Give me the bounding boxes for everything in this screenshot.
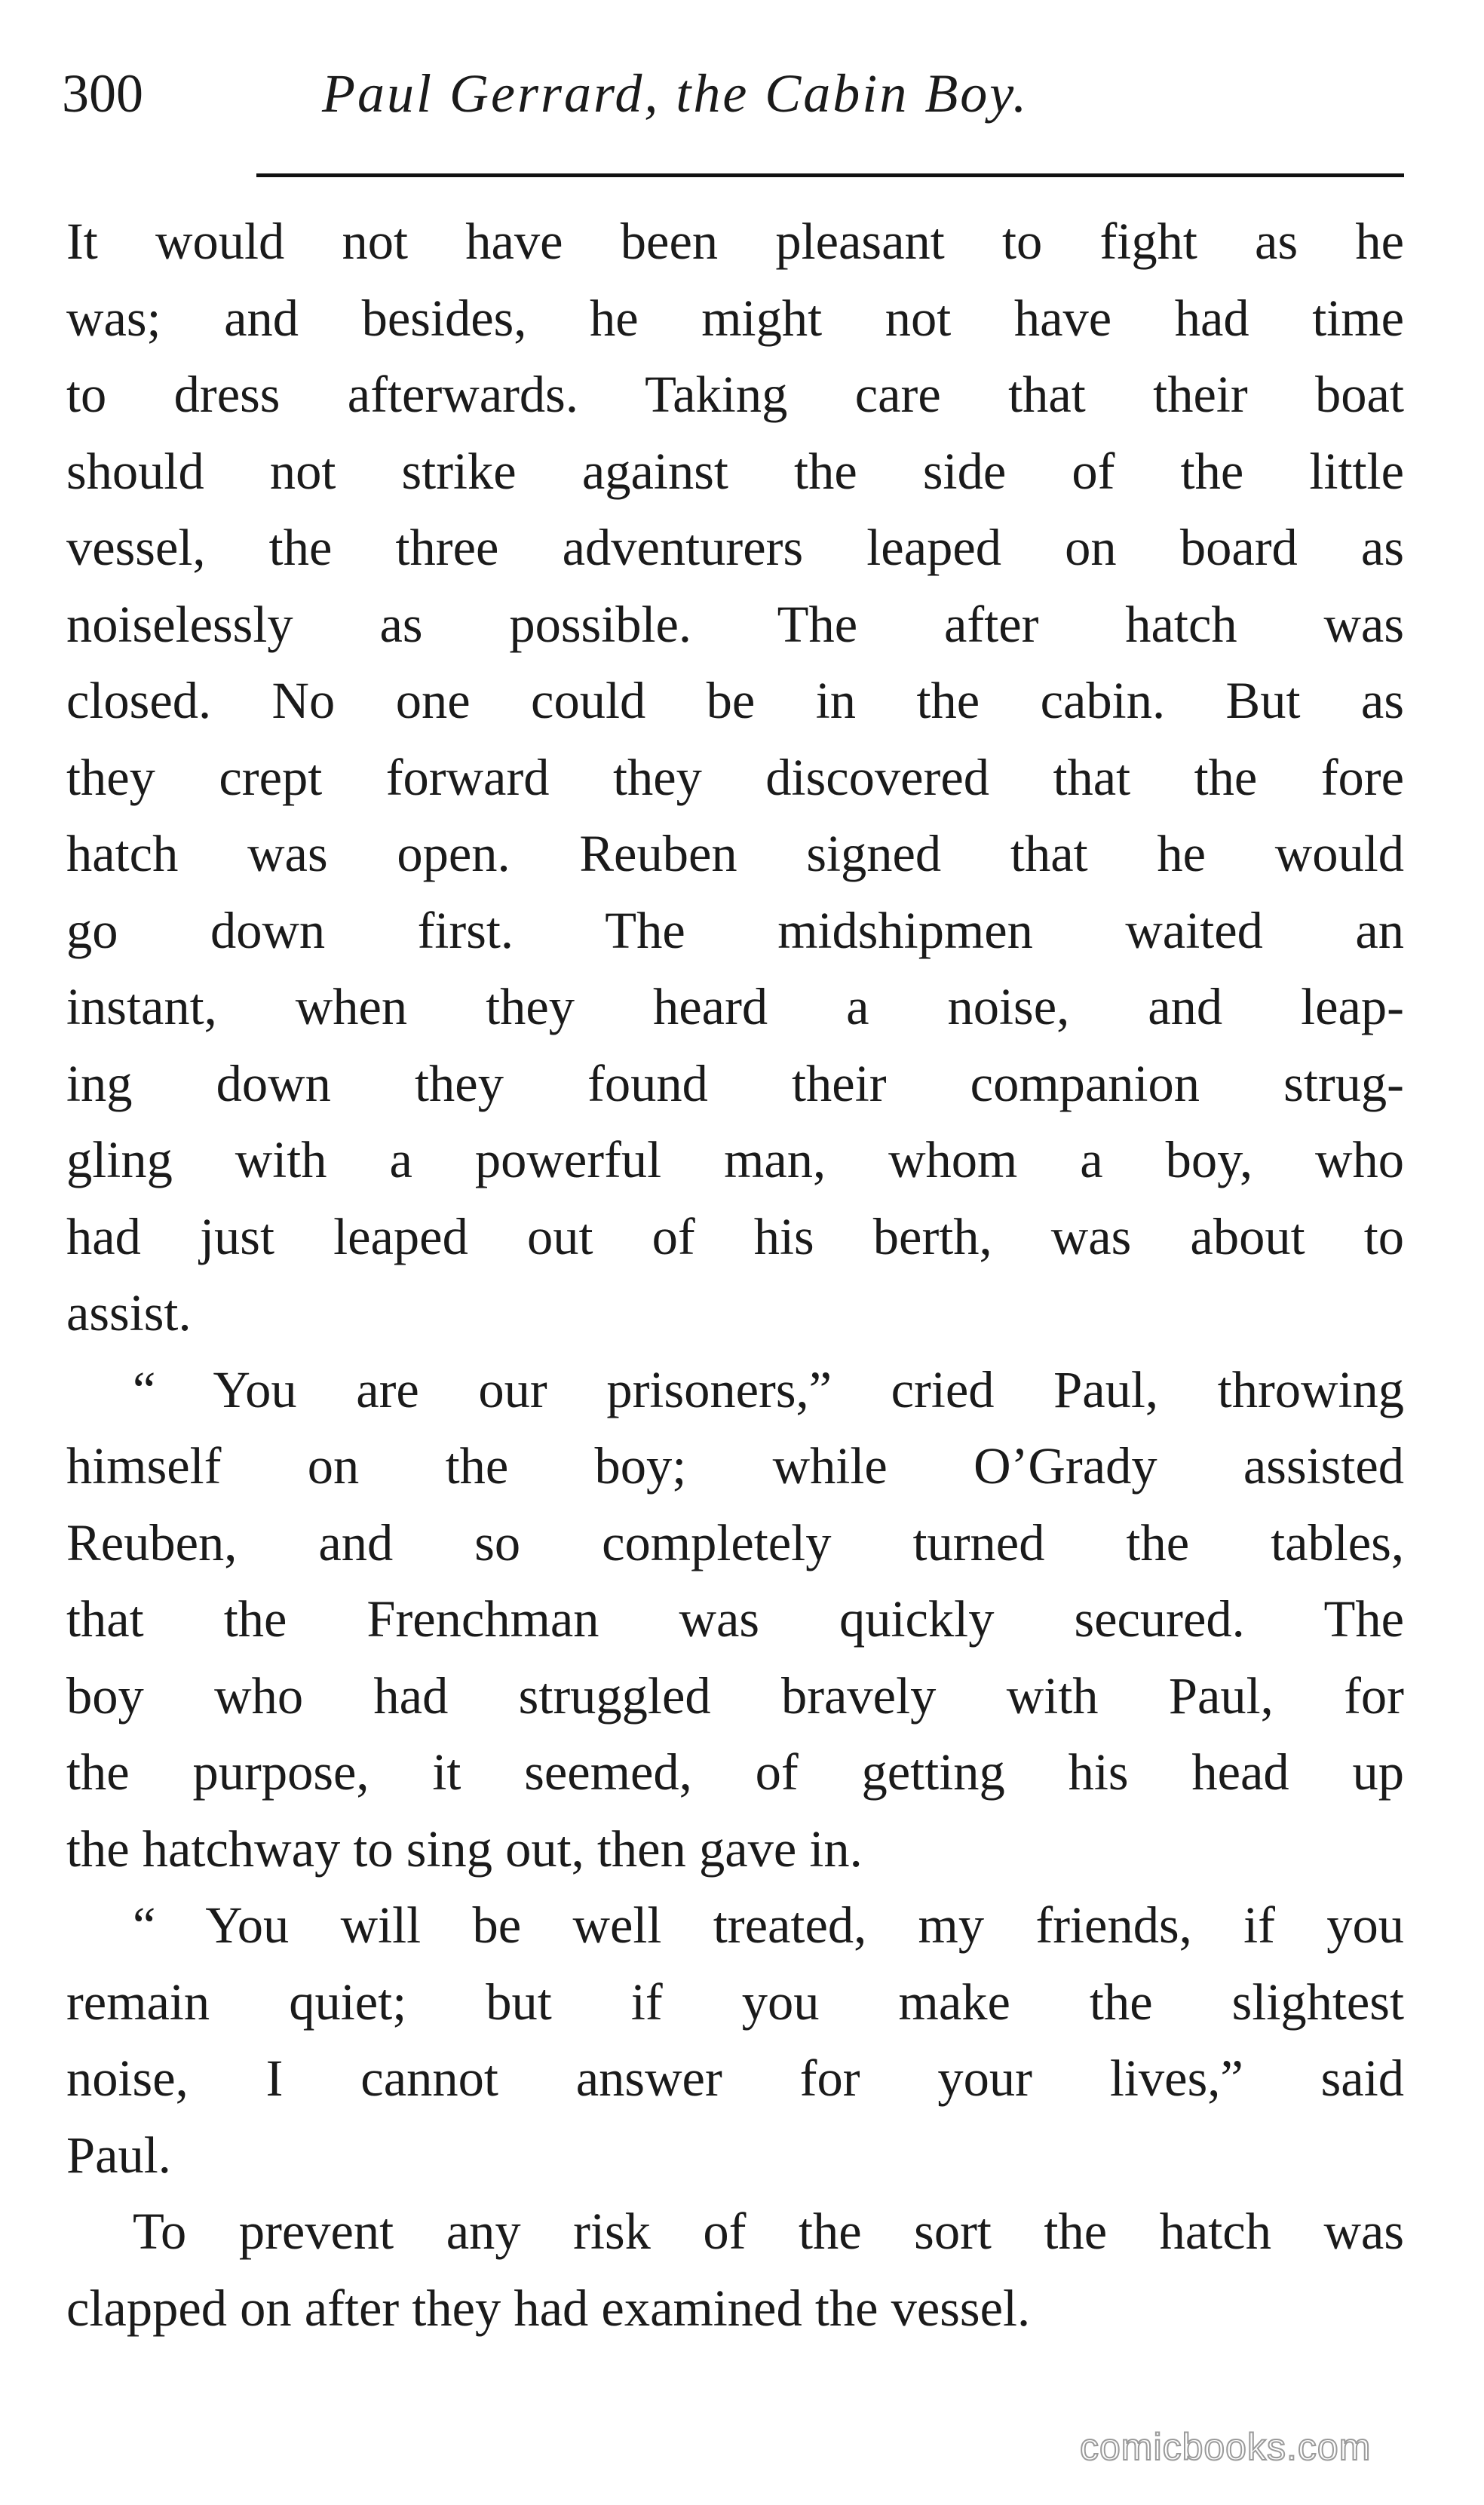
text-line: remain quiet; but if you make the slightest [66,1973,1404,2031]
body-text [66,204,1404,2347]
text-line: they crept forward they discovered that the fore [66,748,1404,806]
text-line: hatch was open. Reuben signed that he would [66,825,1404,882]
text-line: boy who had struggled bravely with Paul, for [66,1666,1404,1725]
paragraph [66,2194,1404,2347]
page-header [62,60,1404,143]
text-line: that the Frenchman was quickly secured. The [66,1590,1404,1648]
text-line: himself on the boy; while O’Grady assisted [66,1437,1404,1495]
watermark: comicbooks.com [1080,2426,1372,2468]
header-rule [256,173,1404,177]
text-line: go down first. The midshipmen waited an [66,901,1404,959]
text-line: Reuben, and so completely turned the tables, [66,1513,1404,1571]
text-line: the hatchway to sing out, then gave in. [66,1820,863,1878]
paragraph [66,204,1404,1352]
text-line: was; and besides, he might not have had time [66,289,1404,347]
text-line: had just leaped out of his berth, was about to [66,1207,1404,1265]
text-line: To prevent any risk of the sort the hatch was [133,2203,1404,2260]
text-line: gling with a powerful man, whom a boy, who [66,1131,1404,1188]
text-line: Paul. [66,2126,171,2184]
text-line: clapped on after they had examined the vessel. [66,2279,1031,2337]
text-line: vessel, the three adventurers leaped on board as [66,519,1404,576]
text-line: “ You will be well treated, my friends, if you [133,1896,1404,1954]
text-line: should not strike against the side of the little [66,442,1404,500]
text-line: to dress afterwards. Taking care that their boat [66,366,1404,423]
paragraph [66,1352,1404,1888]
text-line: It would not have been pleasant to fight as he [66,213,1404,270]
page-number: 300 [62,63,143,124]
text-line: the purpose, it seemed, of getting his head up [66,1743,1404,1801]
text-line: closed. No one could be in the cabin. But as [66,672,1404,729]
text-line: noise, I cannot answer for your lives,” said [66,2050,1404,2107]
text-line: “ You are our prisoners,” cried Paul, throwing [133,1360,1404,1418]
text-line: noiselessly as possible. The after hatch was [66,595,1404,653]
text-line: instant, when they heard a noise, and leap- [66,978,1404,1035]
paragraph [66,1887,1404,2194]
text-line: assist. [66,1284,192,1341]
text-line: ing down they found their companion strug- [66,1054,1404,1112]
running-head: Paul Gerrard, the Cabin Boy. [322,63,1029,124]
